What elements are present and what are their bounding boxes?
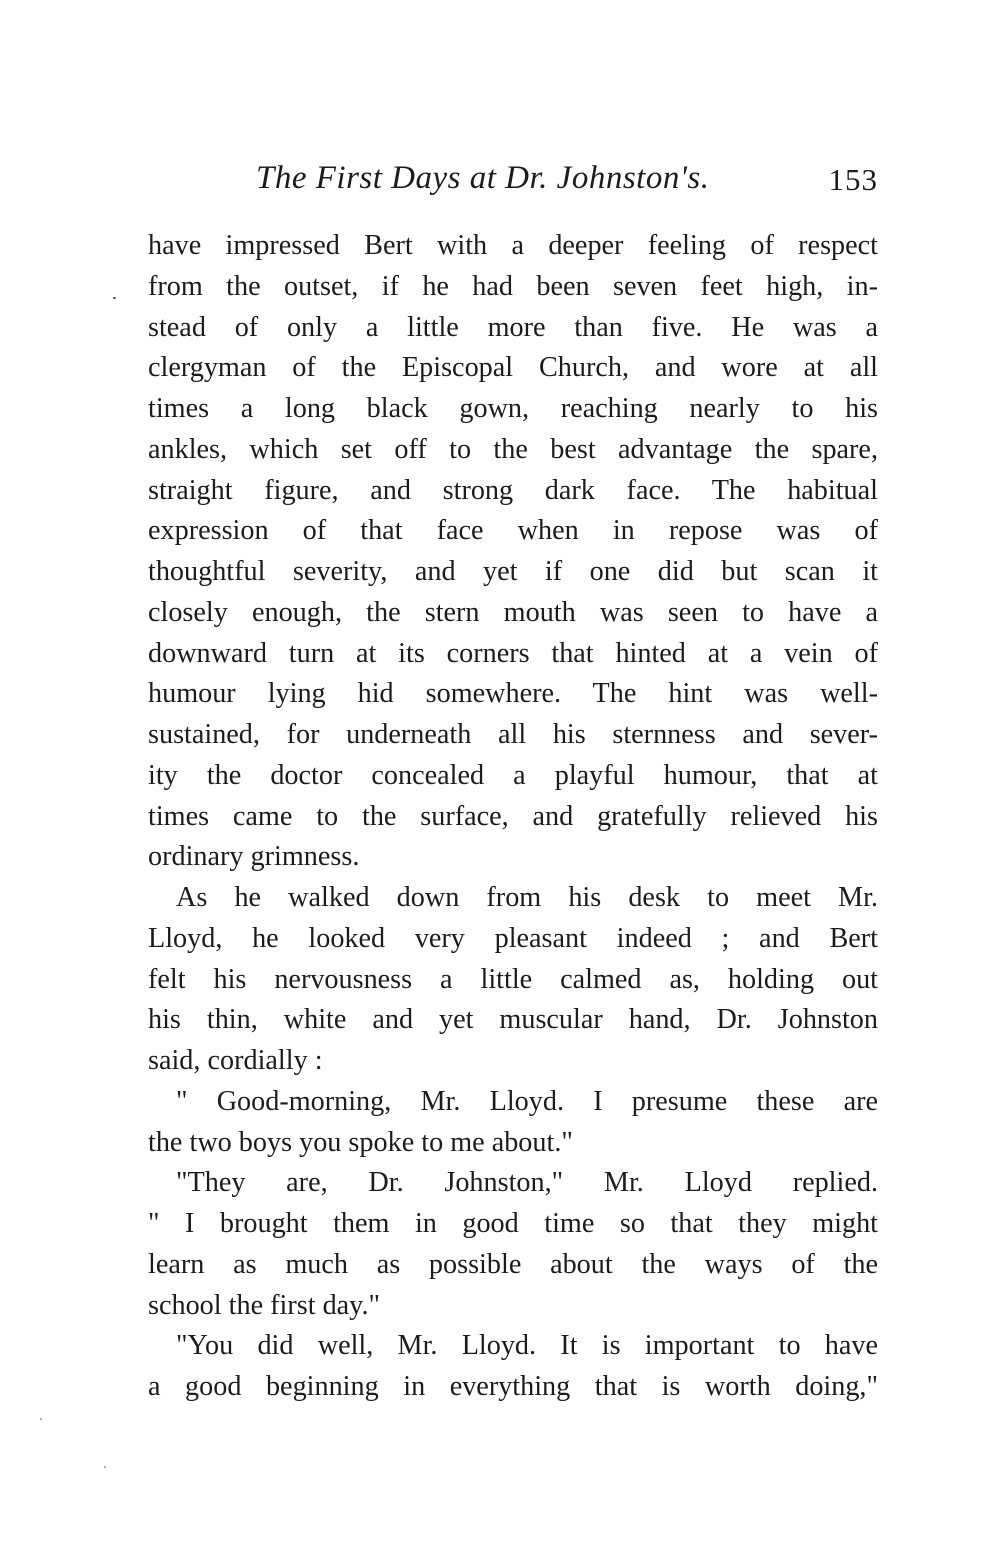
text-line: ankles, which set off to the best advantage the spare, [148,433,878,465]
running-head [148,160,878,210]
text-line: ordinary grimness. [148,841,360,873]
text-line: " Good-morning, Mr. Lloyd. I presume these are [176,1085,878,1117]
text-line: have impressed Bert with a deeper feeling of respect [148,230,878,261]
text-line: school the first day." [148,1289,380,1321]
page-number: 153 [828,162,878,197]
text-line: straight figure, and strong dark face. The habitual [148,474,878,506]
text-line: expression of that face when in repose was of [148,515,878,547]
running-title: The First Days at Dr. Johnston's. [256,160,710,196]
text-line: downward turn at its corners that hinted at a vein of [148,637,878,669]
text-line: stead of only a little more than five. He was a [148,311,878,343]
text-line: closely enough, the stern mouth was seen to have a [148,596,878,628]
text-line: his thin, white and yet muscular hand, Dr. Johnston [148,1004,878,1036]
text-line: learn as much as possible about the ways of the [148,1248,878,1280]
text-line: times came to the surface, and gratefully relieved his [148,800,878,832]
text-line: said, cordially : [148,1045,323,1076]
text-line: sustained, for underneath all his sternness and sever- [148,719,878,750]
text-line: a good beginning in everything that is worth doing," [148,1371,878,1402]
text-line: thoughtful severity, and yet if one did but scan it [148,556,878,587]
body-text [148,226,878,1408]
text-line: felt his nervousness a little calmed as, holding out [148,963,878,995]
text-line: "You did well, Mr. Lloyd. It is important to have [176,1330,878,1362]
text-line: from the outset, if he had been seven feet high, in- [148,270,878,302]
text-line: "They are, Dr. Johnston," Mr. Lloyd replied. [176,1167,878,1199]
ink-speck [40,1418,42,1420]
text-line: humour lying hid somewhere. The hint was well- [148,678,878,710]
text-line: ity the doctor concealed a playful humour, that at [148,759,878,791]
text-line: the two boys you spoke to me about." [148,1126,573,1158]
text-line: " I brought them in good time so that they might [148,1208,878,1239]
ink-speck [104,1466,106,1468]
ink-speck [113,297,116,299]
text-line: clergyman of the Episcopal Church, and wore at all [148,352,878,384]
text-line: times a long black gown, reaching nearly to his [148,393,878,424]
text-line: Lloyd, he looked very pleasant indeed ; and Bert [148,922,878,954]
text-line: As he walked down from his desk to meet Mr. [176,882,878,913]
